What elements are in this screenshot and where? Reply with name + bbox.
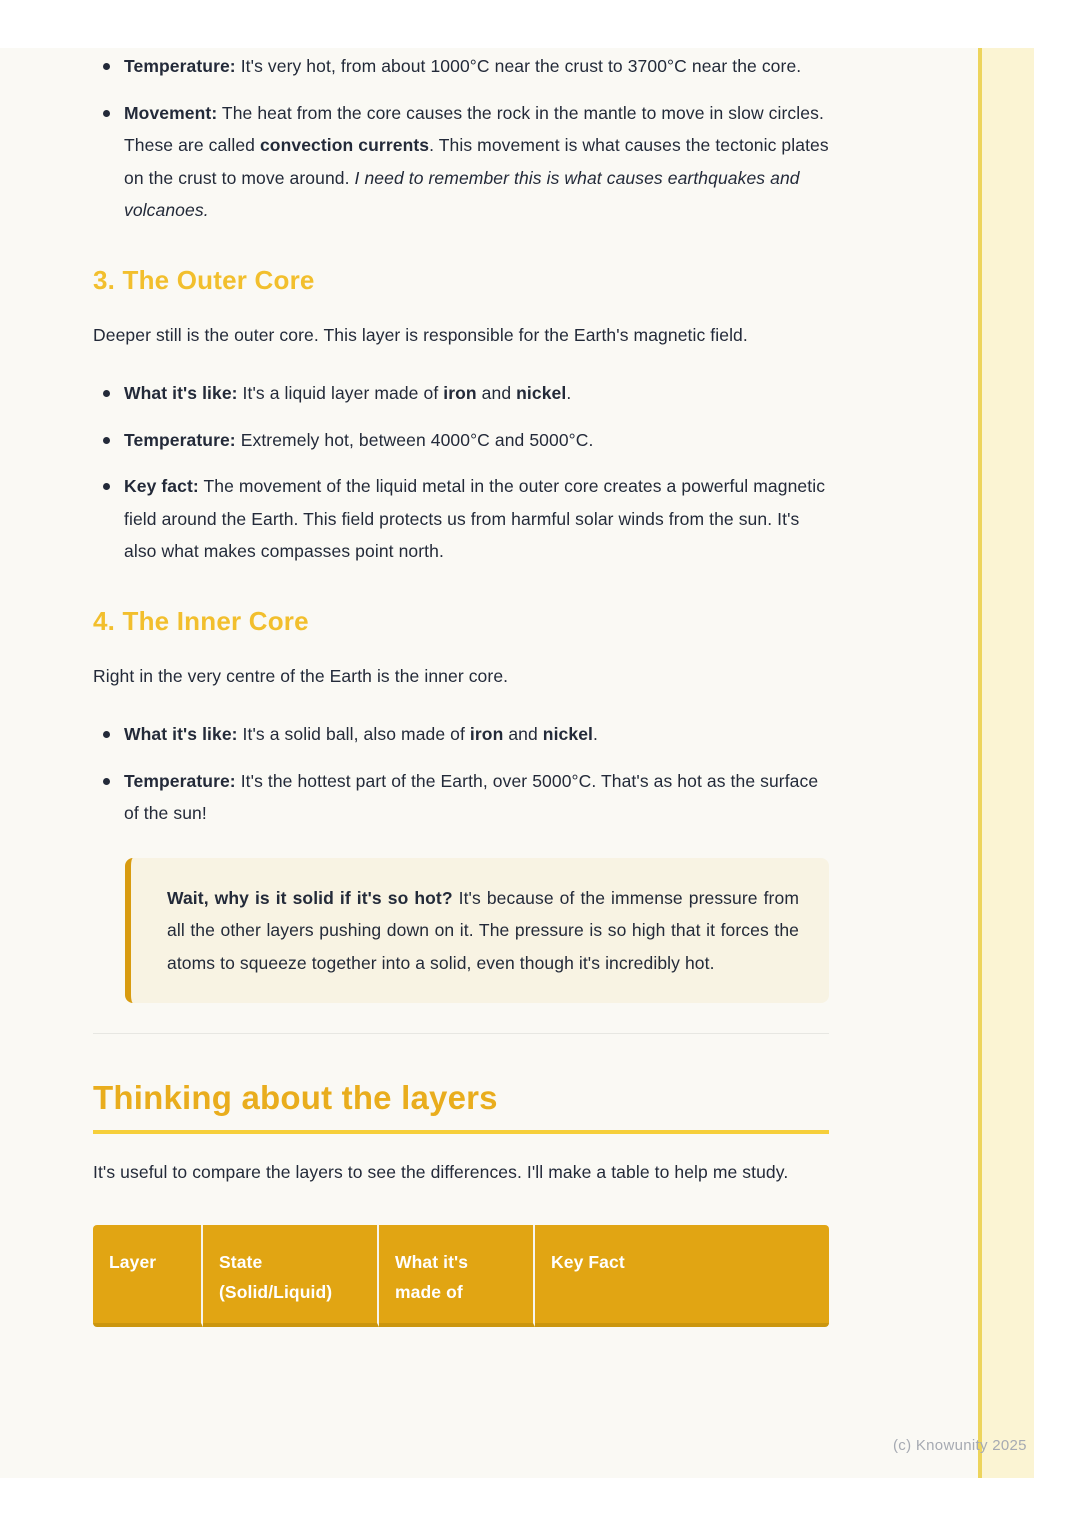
callout-text: Wait, why is it solid if it's so hot? It's because of the immense pressure from all the other layers pushing down on it. The pressure is so high that it forces the atoms to squeeze together into a solid, even though it's incredibly hot. (167, 887, 799, 973)
list-item (93, 718, 829, 751)
list-item-text: What it's like: It's a liquid layer made of iron and nickel. (124, 383, 572, 403)
table-header-layer: Layer (93, 1225, 203, 1327)
watermark: (c) Knowunity 2025 (893, 1437, 1027, 1454)
list-item (93, 377, 829, 410)
list-item (93, 470, 829, 568)
comparison-table (93, 1225, 829, 1327)
mantle-bullet-list (93, 50, 829, 227)
bullet-icon (103, 390, 110, 397)
section-divider (93, 1033, 829, 1034)
list-item (93, 97, 829, 227)
thinking-intro: It's useful to compare the layers to see the differences. I'll make a table to help me study. (93, 1162, 789, 1182)
inner-core-bullet-list (93, 718, 829, 830)
section-heading-inner-core: 4. The Inner Core (93, 605, 309, 636)
list-item (93, 424, 829, 457)
table-header-made-of: What it's made of (379, 1225, 535, 1327)
document-content (93, 48, 829, 1327)
list-item-text: Key fact: The movement of the liquid metal in the outer core creates a powerful magnetic field around the Earth. This field protects us from harmful solar winds from the sun. It's also what makes compasses point north. (124, 476, 826, 561)
inner-core-intro: Right in the very centre of the Earth is the inner core. (93, 665, 509, 686)
document-page (0, 48, 1034, 1478)
table-header-key-fact: Key Fact (535, 1225, 829, 1327)
outer-core-bullet-list (93, 377, 829, 568)
list-item-text: Temperature: It's very hot, from about 1000°C near the crust to 3700°C near the core. (124, 56, 802, 76)
list-item (93, 765, 829, 830)
list-item (93, 50, 829, 83)
page-edge-decoration (978, 48, 1034, 1478)
outer-core-intro: Deeper still is the outer core. This layer is responsible for the Earth's magnetic field. (93, 324, 748, 345)
bullet-icon (103, 778, 110, 785)
bullet-icon (103, 731, 110, 738)
list-item-text: Temperature: It's the hottest part of the Earth, over 5000°C. That's as hot as the surface of the sun! (124, 770, 819, 823)
heading-underline-rule (93, 1130, 829, 1134)
table-header-row (93, 1225, 829, 1327)
section-heading-outer-core: 3. The Outer Core (93, 264, 315, 295)
table-header-state: State (Solid/Liquid) (203, 1225, 379, 1327)
list-item-text: Temperature: Extremely hot, between 4000°C and 5000°C. (124, 429, 594, 450)
bullet-icon (103, 483, 110, 490)
bullet-icon (103, 63, 110, 70)
callout-note (125, 858, 829, 1004)
bullet-icon (103, 110, 110, 117)
list-item-text: Movement: The heat from the core causes the rock in the mantle to move in slow circles. These are called convection currents. This movement is what causes the tectonic plates on the crust to move around. I need to remember this is what causes earthquakes and volcanoes. (124, 102, 829, 220)
bullet-icon (103, 437, 110, 444)
list-item-text: What it's like: It's a solid ball, also made of iron and nickel. (124, 724, 598, 744)
main-heading-thinking: Thinking about the layers (93, 1079, 498, 1116)
